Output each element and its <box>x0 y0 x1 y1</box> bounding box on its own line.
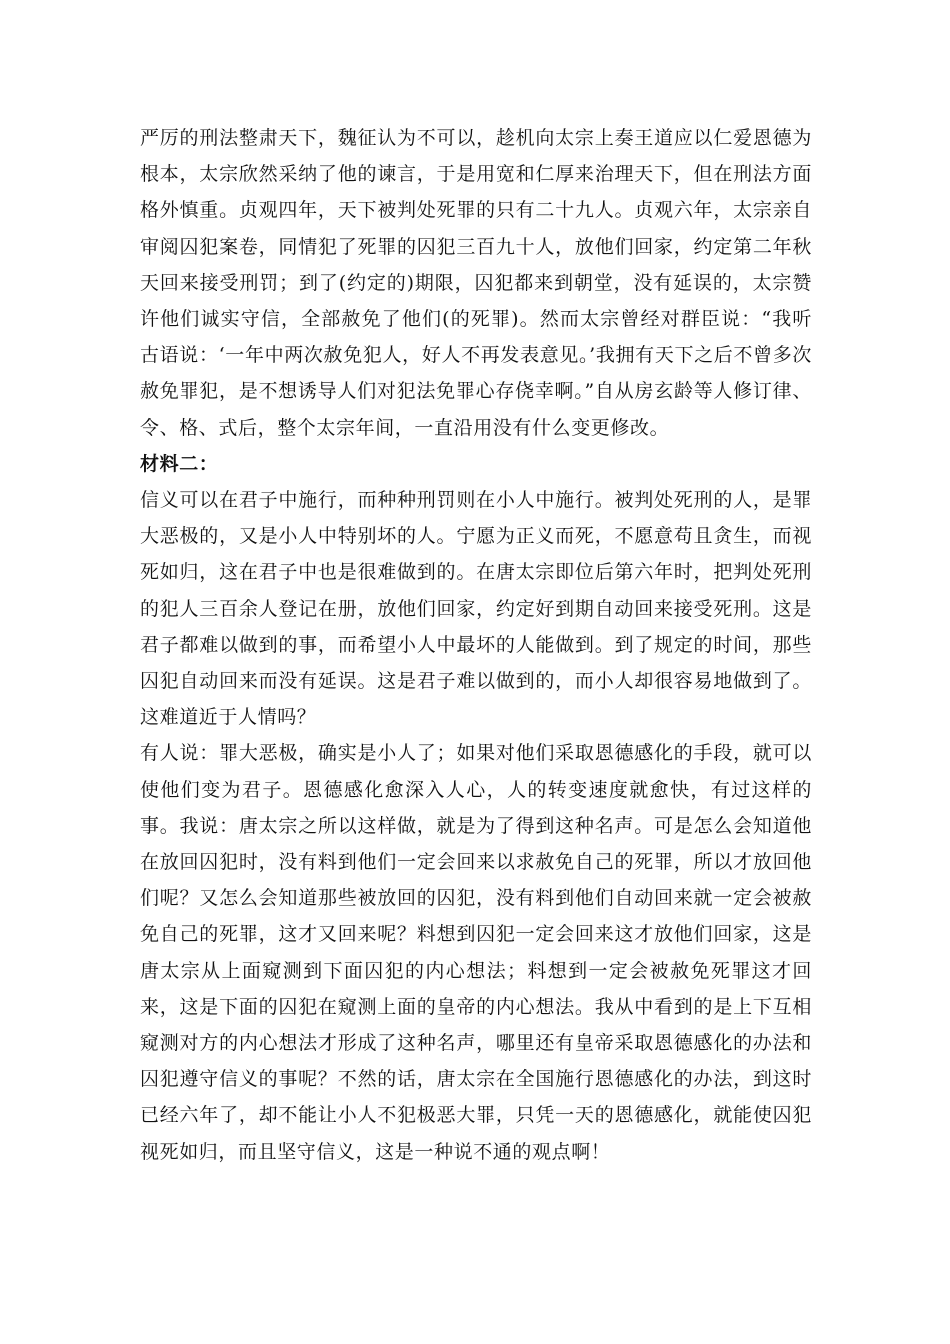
material-two-heading: 材料二： <box>140 452 219 475</box>
document-body <box>140 120 812 1170</box>
paragraph-tang-taizong-governance: 严厉的刑法整肃天下，魏征认为不可以，趁机向太宗上奏王道应以仁爱恩德为根本，太宗欣然采纳了他的谏言，于是用宽和仁厚来治理天下，但在刑法方面格外慎重。贞观四年，天下被判处死罪的只有二十九人。贞观六年，太宗亲自审阅囚犯案卷，同情犯了死罪的囚犯三百九十人，放他们回家，约定第二年秋天回来接受刑罚；到了(约定的)期限，囚犯都来到朝堂，没有延误的，太宗赞许他们诚实守信，全部赦免了他们(的死罪)。然而太宗曾经对群臣说：“我听古语说：‘一年中两次赦免犯人，好人不再发表意见。’我拥有天下之后不曾多次赦免罪犯，是不想诱导人们对犯法免罪心存侥幸啊。”自从房玄龄等人修订律、令、格、式后，整个太宗年间，一直沿用没有什么变更修改。 <box>140 127 812 439</box>
paragraph-rebuttal: 有人说：罪大恶极，确实是小人了；如果对他们采取恩德感化的手段，就可以使他们变为君子。恩德感化愈深入人心，人的转变速度就愈快，有过这样的事。我说：唐太宗之所以这样做，就是为了得到这种名声。可是怎么会知道他在放回囚犯时，没有料到他们一定会回来以求赦免自己的死罪，所以才放回他们呢？又怎么会知道那些被放回的囚犯，没有料到他们自动回来就一定会被赦免自己的死罪，这才又回来呢？料想到囚犯一定会回来这才放他们回家，这是唐太宗从上面窥测到下面囚犯的内心想法；料想到一定会被赦免死罪这才回来，这是下面的囚犯在窥测上面的皇帝的内心想法。我从中看到的是上下互相窥测对方的内心想法才形成了这种名声，哪里还有皇帝采取恩德感化的办法和囚犯遵守信义的事呢？不然的话，唐太宗在全国施行恩德感化的办法，到这时已经六年了，却不能让小人不犯极恶大罪，只凭一天的恩德感化，就能使囚犯视死如归，而且坚守信义，这是一种说不通的观点啊！ <box>140 742 812 1163</box>
paragraph-material-two: 信义可以在君子中施行，而种种刑罚则在小人中施行。被判处死刑的人，是罪大恶极的，又是小人中特别坏的人。宁愿为正义而死，不愿意苟且贪生，而视死如归，这在君子中也是很难做到的。在唐太宗即位后第六年时，把判处死刑的犯人三百余人登记在册，放他们回家，约定好到期自动回来接受死刑。这是君子都难以做到的事，而希望小人中最坏的人能做到。到了规定的时间，那些囚犯自动回来而没有延误。这是君子难以做到的，而小人却很容易地做到了。这难道近于人情吗？ <box>140 489 812 729</box>
